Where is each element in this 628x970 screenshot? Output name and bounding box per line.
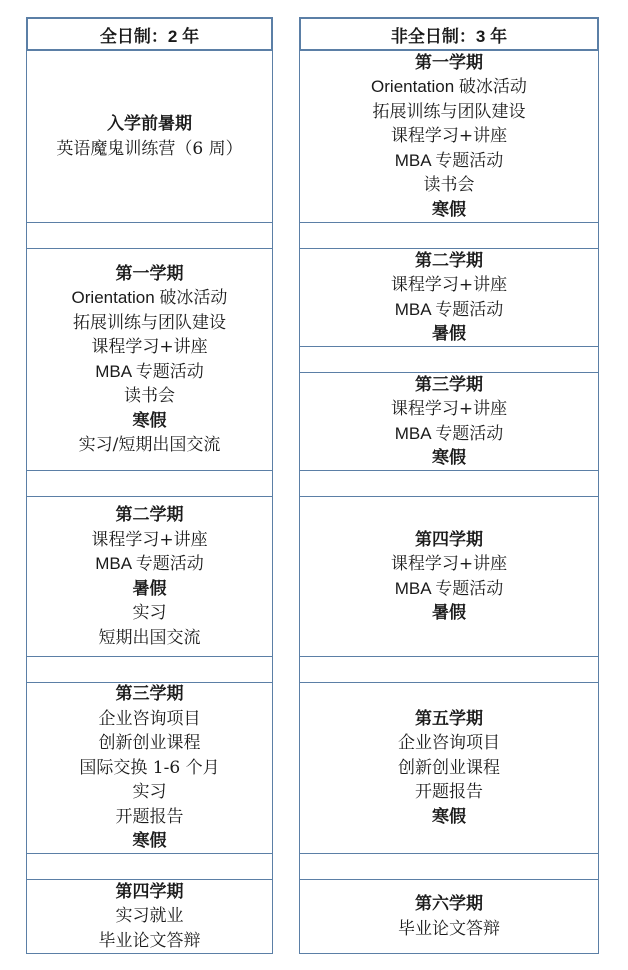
pt-semester4-content xyxy=(299,496,599,657)
activity-line: 毕业论文答辩 xyxy=(398,918,500,939)
spacer-box xyxy=(299,656,599,683)
activity-line: 国际交换 1-6 个月 xyxy=(79,757,220,778)
activity-line: MBA 专题活动 xyxy=(95,554,204,573)
semester-title: 第四学期 xyxy=(415,529,483,550)
spacer-box xyxy=(26,656,273,683)
activity-line: 读书会 xyxy=(423,175,475,196)
pt-semester3-content xyxy=(299,372,599,471)
semester-title: 第三学期 xyxy=(115,684,184,705)
activity-line: 课程学习+讲座 xyxy=(91,529,208,550)
activity-line: 拓展训练与团队建设 xyxy=(372,101,526,122)
part-time-header xyxy=(299,17,599,51)
semester-title: 第五学期 xyxy=(415,708,483,729)
semester-title: 第六学期 xyxy=(415,894,483,914)
ft-semester4-content xyxy=(26,879,273,954)
spacer-box xyxy=(299,346,599,373)
holiday-label: 暑假 xyxy=(432,603,466,623)
spacer-box xyxy=(26,222,273,249)
spacer-box xyxy=(299,470,599,497)
spacer-box xyxy=(26,470,273,497)
holiday-label: 寒假 xyxy=(432,199,466,220)
activity-line: 实习/短期出国交流 xyxy=(78,435,221,455)
semester-title: 第二学期 xyxy=(115,505,184,525)
activity-line: 企业咨询项目 xyxy=(98,708,201,729)
activity-line: 毕业论文答辩 xyxy=(98,930,201,951)
activity-line: 开题报告 xyxy=(415,782,483,803)
part-time-header-text: 非全日制：3 年 xyxy=(390,26,508,46)
activity-line: 实习就业 xyxy=(115,906,184,927)
pt-semester5-content xyxy=(299,682,599,854)
semester-title: 第二学期 xyxy=(415,250,483,271)
semester-title: 第一学期 xyxy=(415,52,483,73)
ft-semester3-content xyxy=(26,682,273,854)
activity-line: MBA 专题活动 xyxy=(394,578,504,598)
activity-line: 课程学习+讲座 xyxy=(390,399,508,419)
activity-line: 创新创业课程 xyxy=(98,733,201,754)
activity-line: 拓展训练与团队建设 xyxy=(73,312,226,333)
activity-line: 读书会 xyxy=(124,386,175,406)
activity-line: MBA 专题活动 xyxy=(394,150,504,170)
spacer-box xyxy=(299,853,599,880)
activity-line: 短期出国交流 xyxy=(98,627,201,648)
holiday-label: 寒假 xyxy=(132,410,167,431)
activity-line: 英语魔鬼训练营（6 周） xyxy=(56,138,243,159)
activity-line: 创新创业课程 xyxy=(398,757,500,778)
ft-semester2-content xyxy=(26,496,273,657)
activity-line: 课程学习+讲座 xyxy=(390,126,508,147)
full-time-header-text: 全日制：2 年 xyxy=(99,26,200,46)
semester-title: 第三学期 xyxy=(415,374,483,395)
semester-title: 第一学期 xyxy=(115,263,184,284)
pre-enrollment-content xyxy=(26,50,273,223)
activity-line: 实习 xyxy=(132,603,167,623)
semester-title: 第四学期 xyxy=(115,881,184,902)
holiday-label: 寒假 xyxy=(132,831,167,852)
spacer-box xyxy=(299,222,599,249)
activity-line: 课程学习+讲座 xyxy=(390,554,508,574)
holiday-label: 暑假 xyxy=(432,324,466,344)
activity-line: MBA 专题活动 xyxy=(394,423,504,443)
activity-line: 课程学习+讲座 xyxy=(91,337,208,357)
activity-line: Orientation 破冰活动 xyxy=(371,77,527,97)
activity-line: 开题报告 xyxy=(115,806,184,827)
pt-semester1-content xyxy=(299,50,599,223)
activity-line: 企业咨询项目 xyxy=(398,733,500,754)
full-time-header xyxy=(26,17,273,51)
activity-line: MBA 专题活动 xyxy=(95,361,204,381)
pt-semester2-content xyxy=(299,248,599,347)
holiday-label: 寒假 xyxy=(432,806,466,827)
holiday-label: 寒假 xyxy=(432,448,466,468)
spacer-box xyxy=(26,853,273,880)
pt-semester6-content xyxy=(299,879,599,954)
block-title: 入学前暑期 xyxy=(107,114,192,134)
ft-semester1-content xyxy=(26,248,273,471)
activity-line: Orientation 破冰活动 xyxy=(71,288,228,307)
activity-line: 实习 xyxy=(132,782,167,803)
activity-line: MBA 专题活动 xyxy=(394,299,504,319)
holiday-label: 暑假 xyxy=(132,578,167,599)
activity-line: 课程学习+讲座 xyxy=(390,275,508,295)
